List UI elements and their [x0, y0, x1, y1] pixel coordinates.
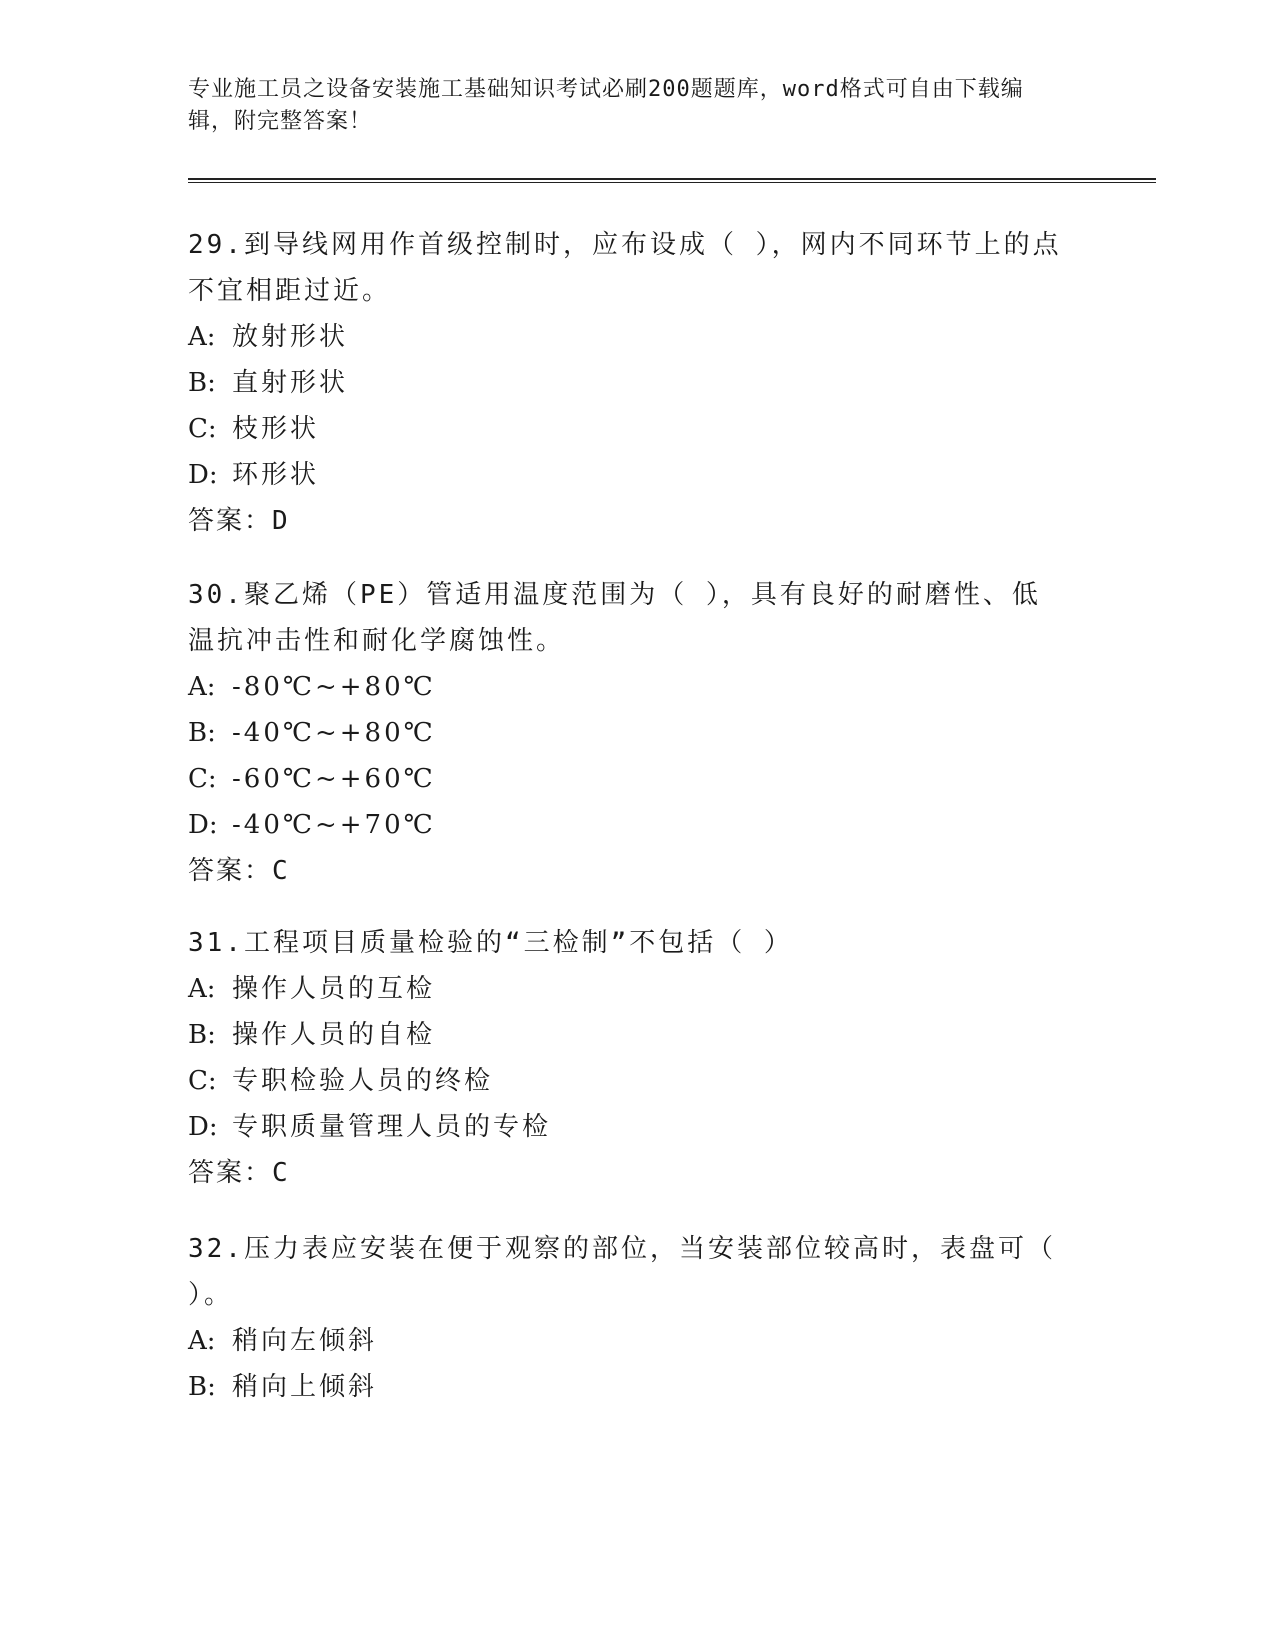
option-c: [188, 756, 1068, 802]
option-text: 操作人员的互检: [232, 974, 436, 1004]
option-text: 枝形状: [232, 414, 320, 444]
option-letter: B:: [188, 368, 216, 398]
option-letter: A:: [188, 974, 216, 1004]
option-text: -60℃~+60℃: [232, 764, 436, 794]
header-divider: [188, 178, 1156, 183]
option-a: [188, 664, 1068, 710]
option-a: [188, 1318, 1068, 1364]
option-text: 稍向左倾斜: [232, 1326, 378, 1356]
answer-line: [188, 848, 1068, 894]
answer-line: [188, 498, 1068, 544]
option-letter: B:: [188, 1020, 216, 1050]
option-d: [188, 452, 1068, 498]
option-d: [188, 1104, 1068, 1150]
option-text: 专职质量管理人员的专检: [232, 1112, 552, 1142]
option-b: [188, 1364, 1068, 1410]
option-letter: A:: [188, 672, 216, 702]
question-31: [188, 920, 1068, 1196]
question-30: [188, 572, 1068, 894]
answer-label: 答案：: [188, 1158, 273, 1188]
option-text: 专职检验人员的终检: [232, 1066, 494, 1096]
option-text: 放射形状: [232, 322, 349, 352]
question-stem: 29.到导线网用作首级控制时，应布设成（ ），网内不同环节上的点不宜相距过近。: [188, 230, 1062, 306]
answer-value: C: [272, 1158, 290, 1188]
option-letter: D:: [188, 810, 218, 840]
option-c: [188, 406, 1068, 452]
option-letter: A:: [188, 1326, 216, 1356]
option-text: -80℃~+80℃: [232, 672, 436, 702]
option-letter: A:: [188, 322, 216, 352]
option-letter: C:: [188, 764, 217, 794]
answer-label: 答案：: [188, 856, 273, 886]
question-stem: 32.压力表应安装在便于观察的部位，当安装部位较高时，表盘可（ ）。: [188, 1234, 1056, 1310]
option-a: [188, 314, 1068, 360]
answer-line: [188, 1150, 1068, 1196]
option-letter: D:: [188, 1112, 218, 1142]
answer-value: C: [272, 856, 290, 886]
option-text: 操作人员的自检: [232, 1020, 436, 1050]
document-header: 专业施工员之设备安装施工基础知识考试必刷200题题库，word格式可自由下载编辑，附完整答案！: [188, 77, 1024, 134]
option-b: [188, 710, 1068, 756]
option-b: [188, 1012, 1068, 1058]
option-letter: C:: [188, 414, 217, 444]
option-letter: D:: [188, 460, 218, 490]
option-letter: C:: [188, 1066, 217, 1096]
option-text: -40℃~+70℃: [232, 810, 436, 840]
option-text: 直射形状: [232, 368, 349, 398]
question-stem: 31.工程项目质量检验的“三检制”不包括（ ）: [188, 928, 793, 958]
option-text: 环形状: [232, 460, 320, 490]
answer-label: 答案：: [188, 506, 273, 536]
option-b: [188, 360, 1068, 406]
option-a: [188, 966, 1068, 1012]
question-stem: 30.聚乙烯（PE）管适用温度范围为（ ），具有良好的耐磨性、低温抗冲击性和耐化学腐蚀性。: [188, 580, 1041, 656]
question-32: [188, 1226, 1068, 1410]
option-c: [188, 1058, 1068, 1104]
option-d: [188, 802, 1068, 848]
question-29: [188, 222, 1068, 544]
answer-value: D: [272, 506, 290, 536]
option-text: 稍向上倾斜: [232, 1372, 378, 1402]
option-text: -40℃~+80℃: [232, 718, 436, 748]
option-letter: B:: [188, 1372, 216, 1402]
option-letter: B:: [188, 718, 216, 748]
